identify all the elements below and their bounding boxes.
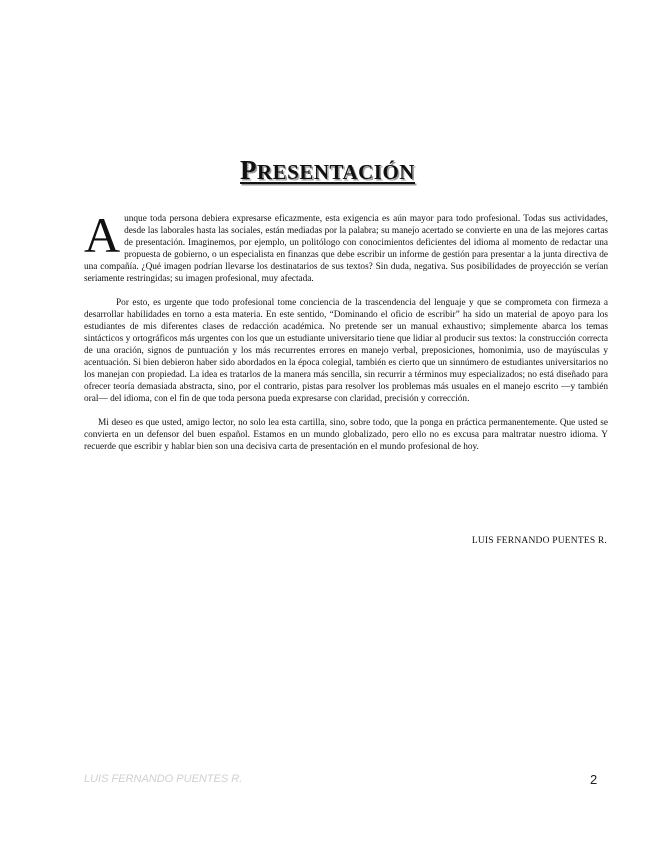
- dropcap-letter: A: [84, 207, 121, 263]
- title-rest: RESENTACIÓN: [257, 160, 415, 184]
- paragraph-intro-text: unque toda persona debiera expresarse eficazmente, esta exigencia es aún mayor para todo profesional. Todas sus actividades, desde las laborales hasta las sociales, están mediadas por la palabra; su manejo acertado se convierte en una de las mejores cartas de presentación. Imaginemos, por ejemplo, un politólogo con conocimientos deficientes del idioma al momento de redactar una propuesta de gobierno, o un especialista en finanzas que debe escribir un informe de gestión para presentar a la junta directiva de una compañía. ¿Qué imagen podrían llevarse los destinatarios de sus textos? Sin duda, negativa. Sus posibilidades de proyección se verían seriamente restringidas; su imagen profesional, muy afectada.: [84, 214, 608, 284]
- paragraph-closing: Mi deseo es que usted, amigo lector, no solo lea esta cartilla, sino, sobre todo, que la ponga en práctica permanentemente. Que usted se convierta en un defensor del buen español. Estamos en un mundo globalizado, pero ello no es excusa para maltratar nuestro idioma. Y recuerde que escribir y hablar bien son una decisiva carta de presentación en el mundo profesional de hoy.: [84, 418, 608, 452]
- presentation-body: [84, 207, 608, 465]
- author-signature: LUIS FERNANDO PUENTES R.: [471, 536, 607, 546]
- page-title: [0, 155, 655, 186]
- paragraph-intro: [84, 207, 608, 285]
- paragraph-purpose: Por esto, es urgente que todo profesional tome conciencia de la trascendencia del lenguaje y que se comprometa con firmeza a desarrollar habilidades en torno a esta materia. En este sentido, “Dominando el oficio de escribir” ha sido un material de apoyo para los estudiantes de mis diferentes clases de redacción académica. No pretende ser un manual exhaustivo; simplemente abarca los temas sintácticos y ortográficos más urgentes con los que un estudiante universitario tiene que lidiar al producir sus textos: la construcción correcta de una oración, signos de puntuación y los más recurrentes errores en manejo verbal, preposiciones, homonimia, uso de mayúsculas y acentuación. Si bien debieron haber sido abordados en la época colegial, también es cierto que un sinnúmero de estudiantes universitarios no los manejan con propiedad. La idea es tratarlos de la manera más sencilla, sin recurrir a términos muy especializados; no está diseñado para ofrecer teoría demasiada abstracta, sino, por el contrario, pistas para resolver los problemas más usuales en el manejo escrito —y también oral— del idioma, con el fin de que toda persona pueda expresarse con claridad, precisión y corrección.: [84, 298, 608, 404]
- page-number: 2: [590, 772, 598, 787]
- footer-author: LUIS FERNANDO PUENTES R.: [84, 773, 243, 785]
- title-first-letter: P: [240, 155, 257, 185]
